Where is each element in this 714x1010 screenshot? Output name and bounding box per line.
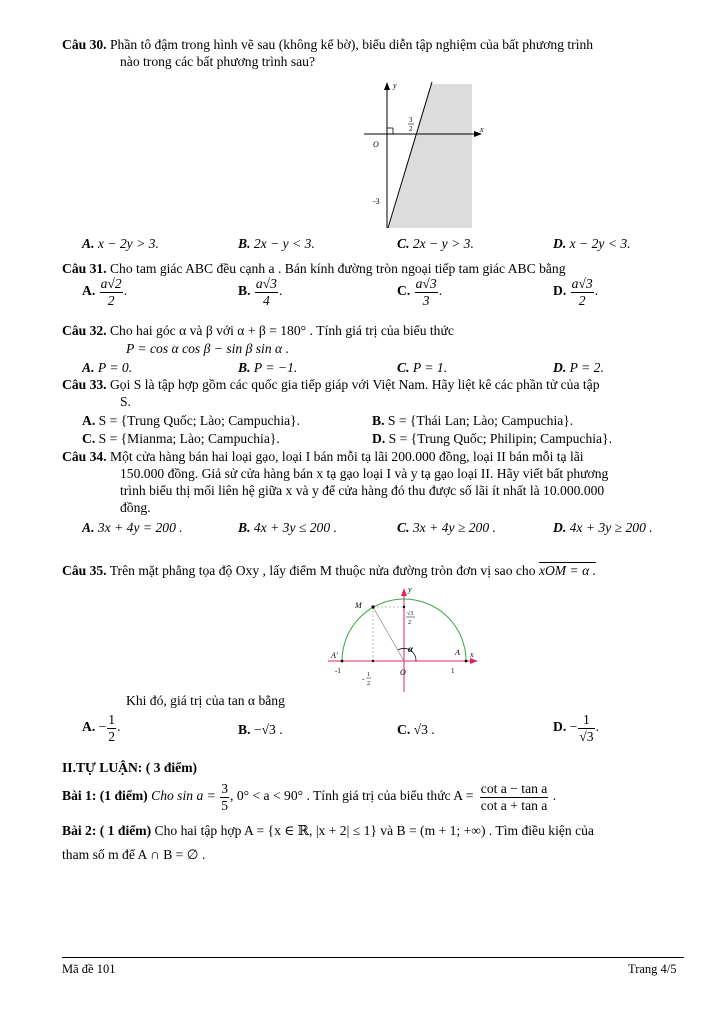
q35-x-label: x [470, 650, 474, 659]
q30-neg3-label: -3 [373, 197, 380, 206]
q35-sqrt3-num: √3 [407, 611, 414, 617]
q33-option-a[interactable]: A. S = {Trung Quốc; Lào; Campuchia}. [82, 413, 301, 428]
q30-line1 [62, 37, 593, 53]
essay-title: II.TỰ LUẬN: ( 3 điểm) [62, 760, 198, 775]
essay-b2-label: Bài 2: ( 1 điểm) [62, 823, 152, 838]
q30-option-a[interactable]: A. x − 2y > 3. [82, 236, 159, 251]
q31-text: Cho tam giác ABC đều cạnh a . Bán kính đường tròn ngoại tiếp tam giác ABC bằng [109, 261, 566, 276]
q35-half-num: 1 [367, 672, 370, 678]
essay-b1-end: . [552, 788, 557, 804]
q35-point-a [465, 660, 468, 663]
q31-label: Câu 31. [62, 261, 107, 276]
q35-point-a1 [341, 660, 344, 663]
q34-text1: Một cửa hàng bán hai loại gạo, loại I bán mỗi tạ lãi 200.000 đồng, loại II bán mỗi tạ lãi [109, 449, 584, 464]
q31-option-d[interactable]: D. $\frac{a√3}{2}$ . [553, 276, 599, 308]
q35-m-label: M [355, 601, 362, 610]
q34-text3: trình biểu thị mối liên hệ giữa x và y để cửa hàng đó thu được số lãi ít nhất là 10.000.000 [120, 483, 605, 498]
q30-y-arrow-icon [384, 82, 390, 90]
q34-text2: 150.000 đồng. Giả sử cửa hàng bán x tạ gạo loại I và y tạ gạo loại II. Hãy viết bất phương [120, 466, 609, 481]
q35-y-label: y [408, 585, 412, 594]
q32-expression: P = cos α cos β − sin β sin α . [126, 341, 289, 356]
q30-x-label: x [480, 125, 484, 134]
q30-label: Câu 30. [62, 37, 107, 52]
q35-label: Câu 35. [62, 563, 107, 578]
essay-b2-text1: Cho hai tập hợp A = {x ∈ ℝ, |x + 2| ≤ 1} và B = (m + 1; +∞) . Tìm điều kiện của [154, 823, 594, 838]
essay-b1-expr-den: cot a + tan a [480, 797, 548, 813]
q30-origin-label: O [373, 140, 379, 149]
essay-b1-den: 5 [221, 797, 229, 813]
q34-line1 [62, 449, 584, 465]
essay-b1-expr-num: cot a − tan a [480, 781, 548, 796]
q35-a1-label: A' [331, 651, 338, 660]
q33-label: Câu 33. [62, 377, 107, 392]
q35-option-b[interactable]: B. −√3 . [238, 722, 283, 737]
q33-text1: Gọi S là tập hợp gồm các quốc gia tiếp giáp với Việt Nam. Hãy liệt kê các phần tử của tập [109, 377, 600, 392]
q31-line [62, 261, 566, 277]
q32-option-a[interactable]: A. P = 0. [82, 360, 133, 375]
q30-option-b[interactable]: B. 2x − y < 3. [238, 236, 315, 251]
q34-text4: đồng. [120, 500, 151, 515]
essay-b1-cond: , 0° < a < 90° . Tính giá trị của biểu thức A = [230, 788, 474, 804]
q33-option-d[interactable]: D. S = {Trung Quốc; Philipin; Campuchia}. [372, 431, 612, 446]
footer-divider [62, 957, 684, 958]
q30-frac-den: 2 [409, 125, 413, 133]
q35-angle: xOM = α . [538, 563, 597, 578]
q30-shaded-region [389, 84, 472, 228]
essay-b1 [62, 782, 556, 812]
q35-y-arrow-icon [401, 588, 407, 596]
q32-label: Câu 32. [62, 323, 107, 338]
essay-b1-num: 3 [221, 781, 229, 796]
q30-y-label: y [393, 81, 397, 90]
q30-frac-num: 3 [409, 116, 413, 124]
q34-option-d[interactable]: D. 4x + 3y ≥ 200 . [553, 520, 653, 535]
q33-option-c[interactable]: C. S = {Mianma; Lào; Campuchia}. [82, 431, 280, 446]
q35-radius-om [373, 607, 404, 661]
q30-option-c[interactable]: C. 2x − y > 3. [397, 236, 474, 251]
q33-option-b[interactable]: B. S = {Thái Lan; Lào; Campuchia}. [372, 413, 574, 428]
footer-page-number: Trang 4/5 [628, 962, 677, 976]
q30-text1: Phần tô đậm trong hình vẽ sau (không kể bờ), biểu diễn tập nghiệm của bất phương trình [109, 37, 594, 52]
q35-point-sqrt3 [403, 606, 405, 608]
essay-b1-label: Bài 1: (1 điểm) [62, 788, 148, 804]
q34-option-b[interactable]: B. 4x + 3y ≤ 200 . [238, 520, 337, 535]
q35-half-sign: - [362, 675, 365, 683]
q34-option-c[interactable]: C. 3x + 4y ≥ 200 . [397, 520, 496, 535]
q35-text: Trên mặt phẳng tọa độ Oxy , lấy điểm M thuộc nửa đường tròn đơn vị sao cho [109, 563, 536, 578]
q32-option-b[interactable]: B. P = −1. [238, 360, 298, 375]
q30-option-d[interactable]: D. x − 2y < 3. [553, 236, 631, 251]
q35-alpha-label: α [408, 644, 413, 654]
q32-option-c[interactable]: C. P = 1. [397, 360, 448, 375]
q35-a-label: A [455, 648, 460, 657]
q31-option-b[interactable]: B. $\frac{a√3}{4}$ . [238, 276, 283, 308]
q35-half-den: 2 [367, 681, 370, 687]
q35-origin-label: O [400, 668, 406, 677]
q35-graph [322, 584, 482, 694]
q32-text: Cho hai góc α và β với α + β = 180° . Tính giá trị của biểu thức [109, 323, 454, 338]
q33-line1 [62, 377, 600, 393]
q35-after: Khi đó, giá trị của tan α bằng [126, 693, 285, 708]
q35-option-d[interactable]: D. − $\frac{1}{√3}$ . [553, 712, 599, 744]
q35-point-half [372, 660, 374, 662]
q32-line [62, 323, 454, 339]
q33-text2: S. [120, 394, 131, 409]
essay-b2-text2: tham số m để A ∩ B = ∅ . [62, 847, 206, 862]
q35-option-a[interactable]: A. − $\frac{1}{2}$ . [82, 712, 121, 744]
q35-one-label: 1 [451, 667, 455, 675]
q31-option-a[interactable]: A. $\frac{a√2}{2}$ . [82, 276, 128, 308]
q35-sqrt3-den: 2 [408, 620, 411, 626]
q30-text2: nào trong các bất phương trình sau? [120, 54, 315, 69]
q34-option-a[interactable]: A. 3x + 4y = 200 . [82, 520, 183, 535]
footer-exam-code: Mã đề 101 [62, 962, 116, 976]
q35-point-m [371, 605, 374, 608]
q30-graph [360, 76, 490, 232]
essay-b1-text: Cho sin a = [151, 788, 216, 804]
q32-option-d[interactable]: D. P = 2. [553, 360, 604, 375]
essay-b2-line1 [62, 823, 594, 839]
q31-option-c[interactable]: C. $\frac{a√3}{3}$ . [397, 276, 443, 308]
q35-line [62, 563, 596, 579]
q34-label: Câu 34. [62, 449, 107, 464]
q35-neg1-label: -1 [335, 667, 341, 675]
q35-option-c[interactable]: C. √3 . [397, 722, 435, 737]
